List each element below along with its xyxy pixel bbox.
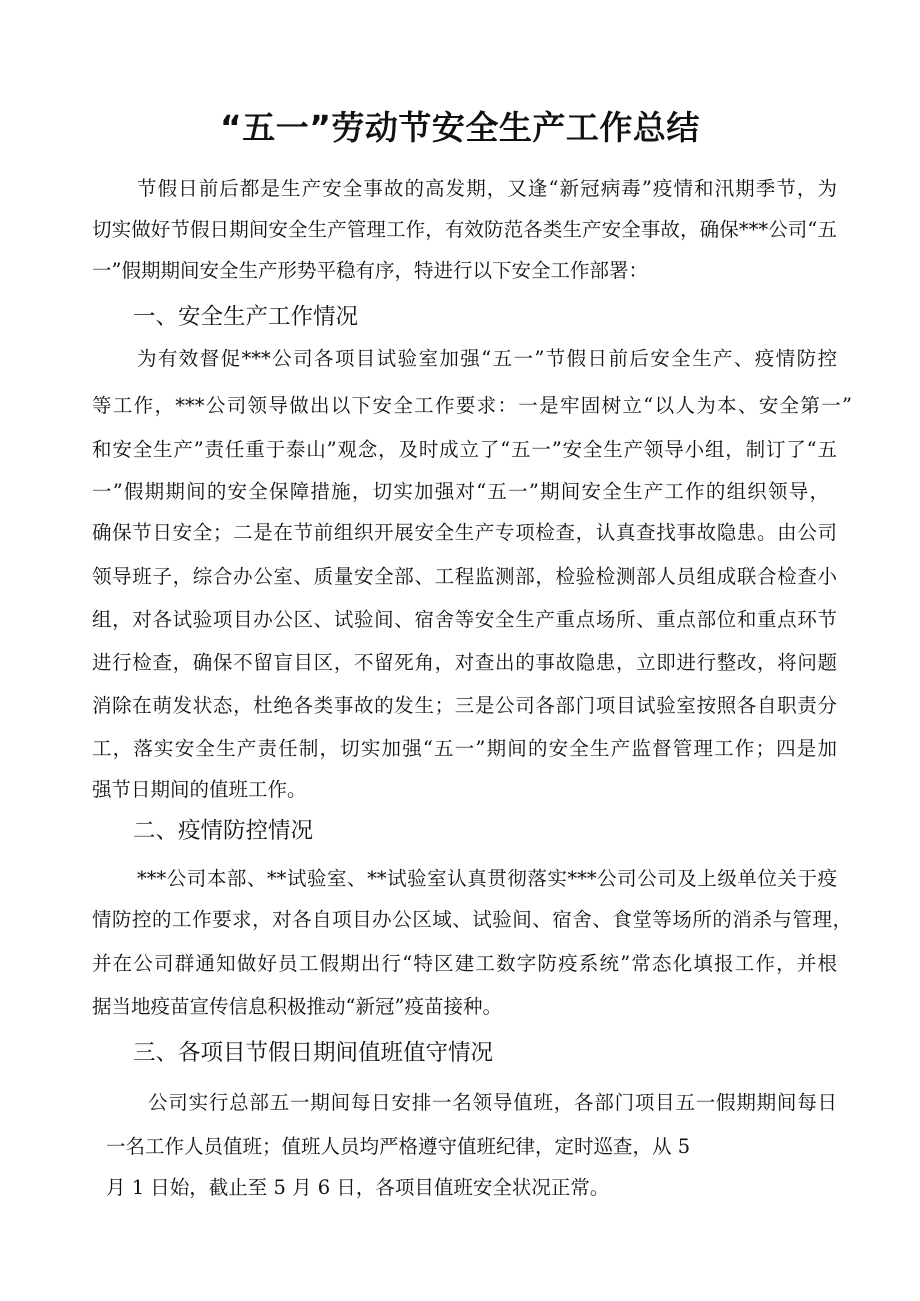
section-2-line: 据当地疫苗宣传信息积极推动“新冠”疫苗接种。 [92, 995, 502, 1018]
section-1-line: 工，落实安全生产责任制，切实加强“五一”期间的安全生产监督管理工作；四是加 [92, 737, 837, 760]
section-3-line: 公司实行总部五一期间每日安排一名领导值班，各部门项目五一假期期间每日 [148, 1091, 837, 1114]
section-1-line: 一”假期期间的安全保障措施，切实加强对“五一”期间安全生产工作的组织领导， [92, 480, 829, 503]
section-3-line: 月 1 日始，截止至 5 月 6 日，各项目值班安全状况正常。 [106, 1176, 610, 1199]
document-title: “五一”劳动节安全生产工作总结 [220, 108, 700, 147]
section-1-line: 消除在萌发状态，杜绝各类事故的发生；三是公司各部门项目试验室按照各自职责分 [92, 694, 837, 717]
section-3-heading: 三、各项目节假日期间值班值守情况 [133, 1040, 494, 1066]
section-2-line: 并在公司群通知做好员工假期出行“特区建工数字防疫系统”常态化填报工作，并根 [92, 952, 837, 975]
section-2-line: ***公司本部、**试验室、**试验室认真贯彻落实***公司公司及上级单位关于疫 [137, 867, 837, 890]
section-1-line: 等工作，***公司领导做出以下安全工作要求：一是牢固树立“以人为本、安全第一” [92, 394, 852, 417]
section-1-line: 强节日期间的值班工作。 [92, 778, 307, 801]
section-1-line: 领导班子，综合办公室、质量安全部、工程监测部，检验检测部人员组成联合检查小 [92, 565, 837, 588]
section-1-line: 为有效督促***公司各项目试验室加强“五一”节假日前后安全生产、疫情防控 [137, 347, 837, 370]
intro-line-2: 切实做好节假日期间安全生产管理工作，有效防范各类生产安全事故，确保***公司“五 [92, 218, 837, 241]
section-1-line: 进行检查，确保不留盲目区，不留死角，对查出的事故隐患，立即进行整改，将问题 [92, 651, 837, 674]
intro-line-1: 节假日前后都是生产安全事故的高发期，又逢“新冠病毒”疫情和汛期季节，为 [137, 177, 837, 200]
section-1-line: 和安全生产”责任重于泰山”观念，及时成立了“五一”安全生产领导小组，制订了“五 [92, 438, 837, 461]
section-2-heading: 二、疫情防控情况 [133, 818, 314, 844]
section-1-line: 组，对各试验项目办公区、试验间、宿舍等安全生产重点场所、重点部位和重点环节 [92, 608, 837, 631]
section-3-line: 一名工作人员值班；值班人员均严格遵守值班纪律，定时巡查，从 5 [106, 1135, 691, 1158]
section-1-heading: 一、安全生产工作情况 [133, 304, 359, 330]
intro-line-3: 一”假期期间安全生产形势平稳有序，特进行以下安全工作部署： [92, 259, 648, 282]
section-2-line: 情防控的工作要求，对各自项目办公区域、试验间、宿舍、食堂等场所的消杀与管理， [92, 908, 852, 931]
section-1-line: 确保节日安全；二是在节前组织开展安全生产专项检查，认真查找事故隐患。由公司 [92, 521, 837, 544]
